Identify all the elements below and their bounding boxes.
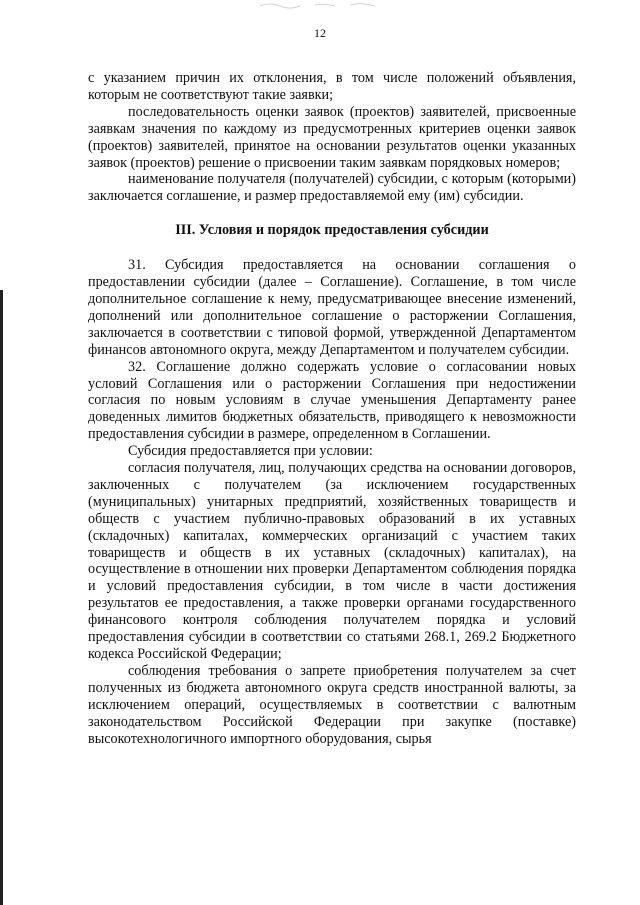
paragraph-continuation: с указанием причин их отклонения, в том числе положений объявления, которым не соответствуют такие заявки; [88, 70, 576, 103]
paragraph: наименование получателя (получателей) субсидии, с которым (которыми) заключается соглашение, и размер предоставляемой ему (им) субсидии. [88, 171, 576, 205]
paragraph-32: 32. Соглашение должно содержать условие о согласовании новых условий Соглашения или о расторжении Соглашения при недостижении согласия по новым условиям в случае уменьшения Департаменту ранее доведенных лимитов бюджетных обязательств, приводящего к невозможности предоставления субсидии в размере, определенном в Соглашении. [88, 358, 576, 443]
section-heading: III. Условия и порядок предоставления субсидии [175, 222, 489, 239]
paragraph-31: 31. Субсидия предоставляется на основании соглашения о предоставлении субсидии (далее – Соглашение). Соглашение, в том числе дополнительное соглашение к нему, предусматривающее внесение изменений, дополнений или дополнительное соглашение о расторжении Соглашения, заключается в соответствии с типовой формой, утвержденной Департаментом финансов автономного округа, между Департаментом и получателем субсидии. [88, 257, 576, 358]
paragraph: согласия получателя, лиц, получающих средства на основании договоров, заключенных с получателем (за исключением государственных (муниципальных) унитарных предприятий, хозяйственных товариществ и обществ с участием публично-правовых образований в их уставных (складочных) капиталах, коммерческих организаций с участием таких товариществ и обществ в их уставных (складочных) капиталах), на осуществление в отношении них проверки Департаментом соблюдения порядка и условий предоставления субсидии, в том числе в части достижения результатов ее предоставления, а также проверки органами государственного финансового контроля соблюдения получателем порядка и условий предоставления субсидии в соответствии со статьями 268.1, 269.2 Бюджетного кодекса Российской Федерации; [88, 460, 576, 662]
paragraph: последовательность оценки заявок (проектов) заявителей, присвоенные заявкам значения по каждому из предусмотренных критериев оценки заявок (проектов) заявителей, принятое на основании результатов оценки указанных заявок (проектов) решение о присвоении таким заявкам порядковых номеров; [88, 103, 576, 171]
document-body [88, 70, 576, 747]
scan-edge-bar [0, 290, 3, 905]
scan-artifact [255, 0, 385, 10]
paragraph: Субсидия предоставляется при условии: [128, 443, 373, 460]
paragraph: соблюдения требования о запрете приобретения получателем за счет полученных из бюджета автономного округа средств иностранной валюты, за исключением операций, осуществляемых в соответствии с валютным законодательством Российской Федерации при закупке (поставке) высокотехнологичного импортного оборудования, сырья [88, 662, 576, 747]
page-number: 12 [314, 26, 326, 40]
